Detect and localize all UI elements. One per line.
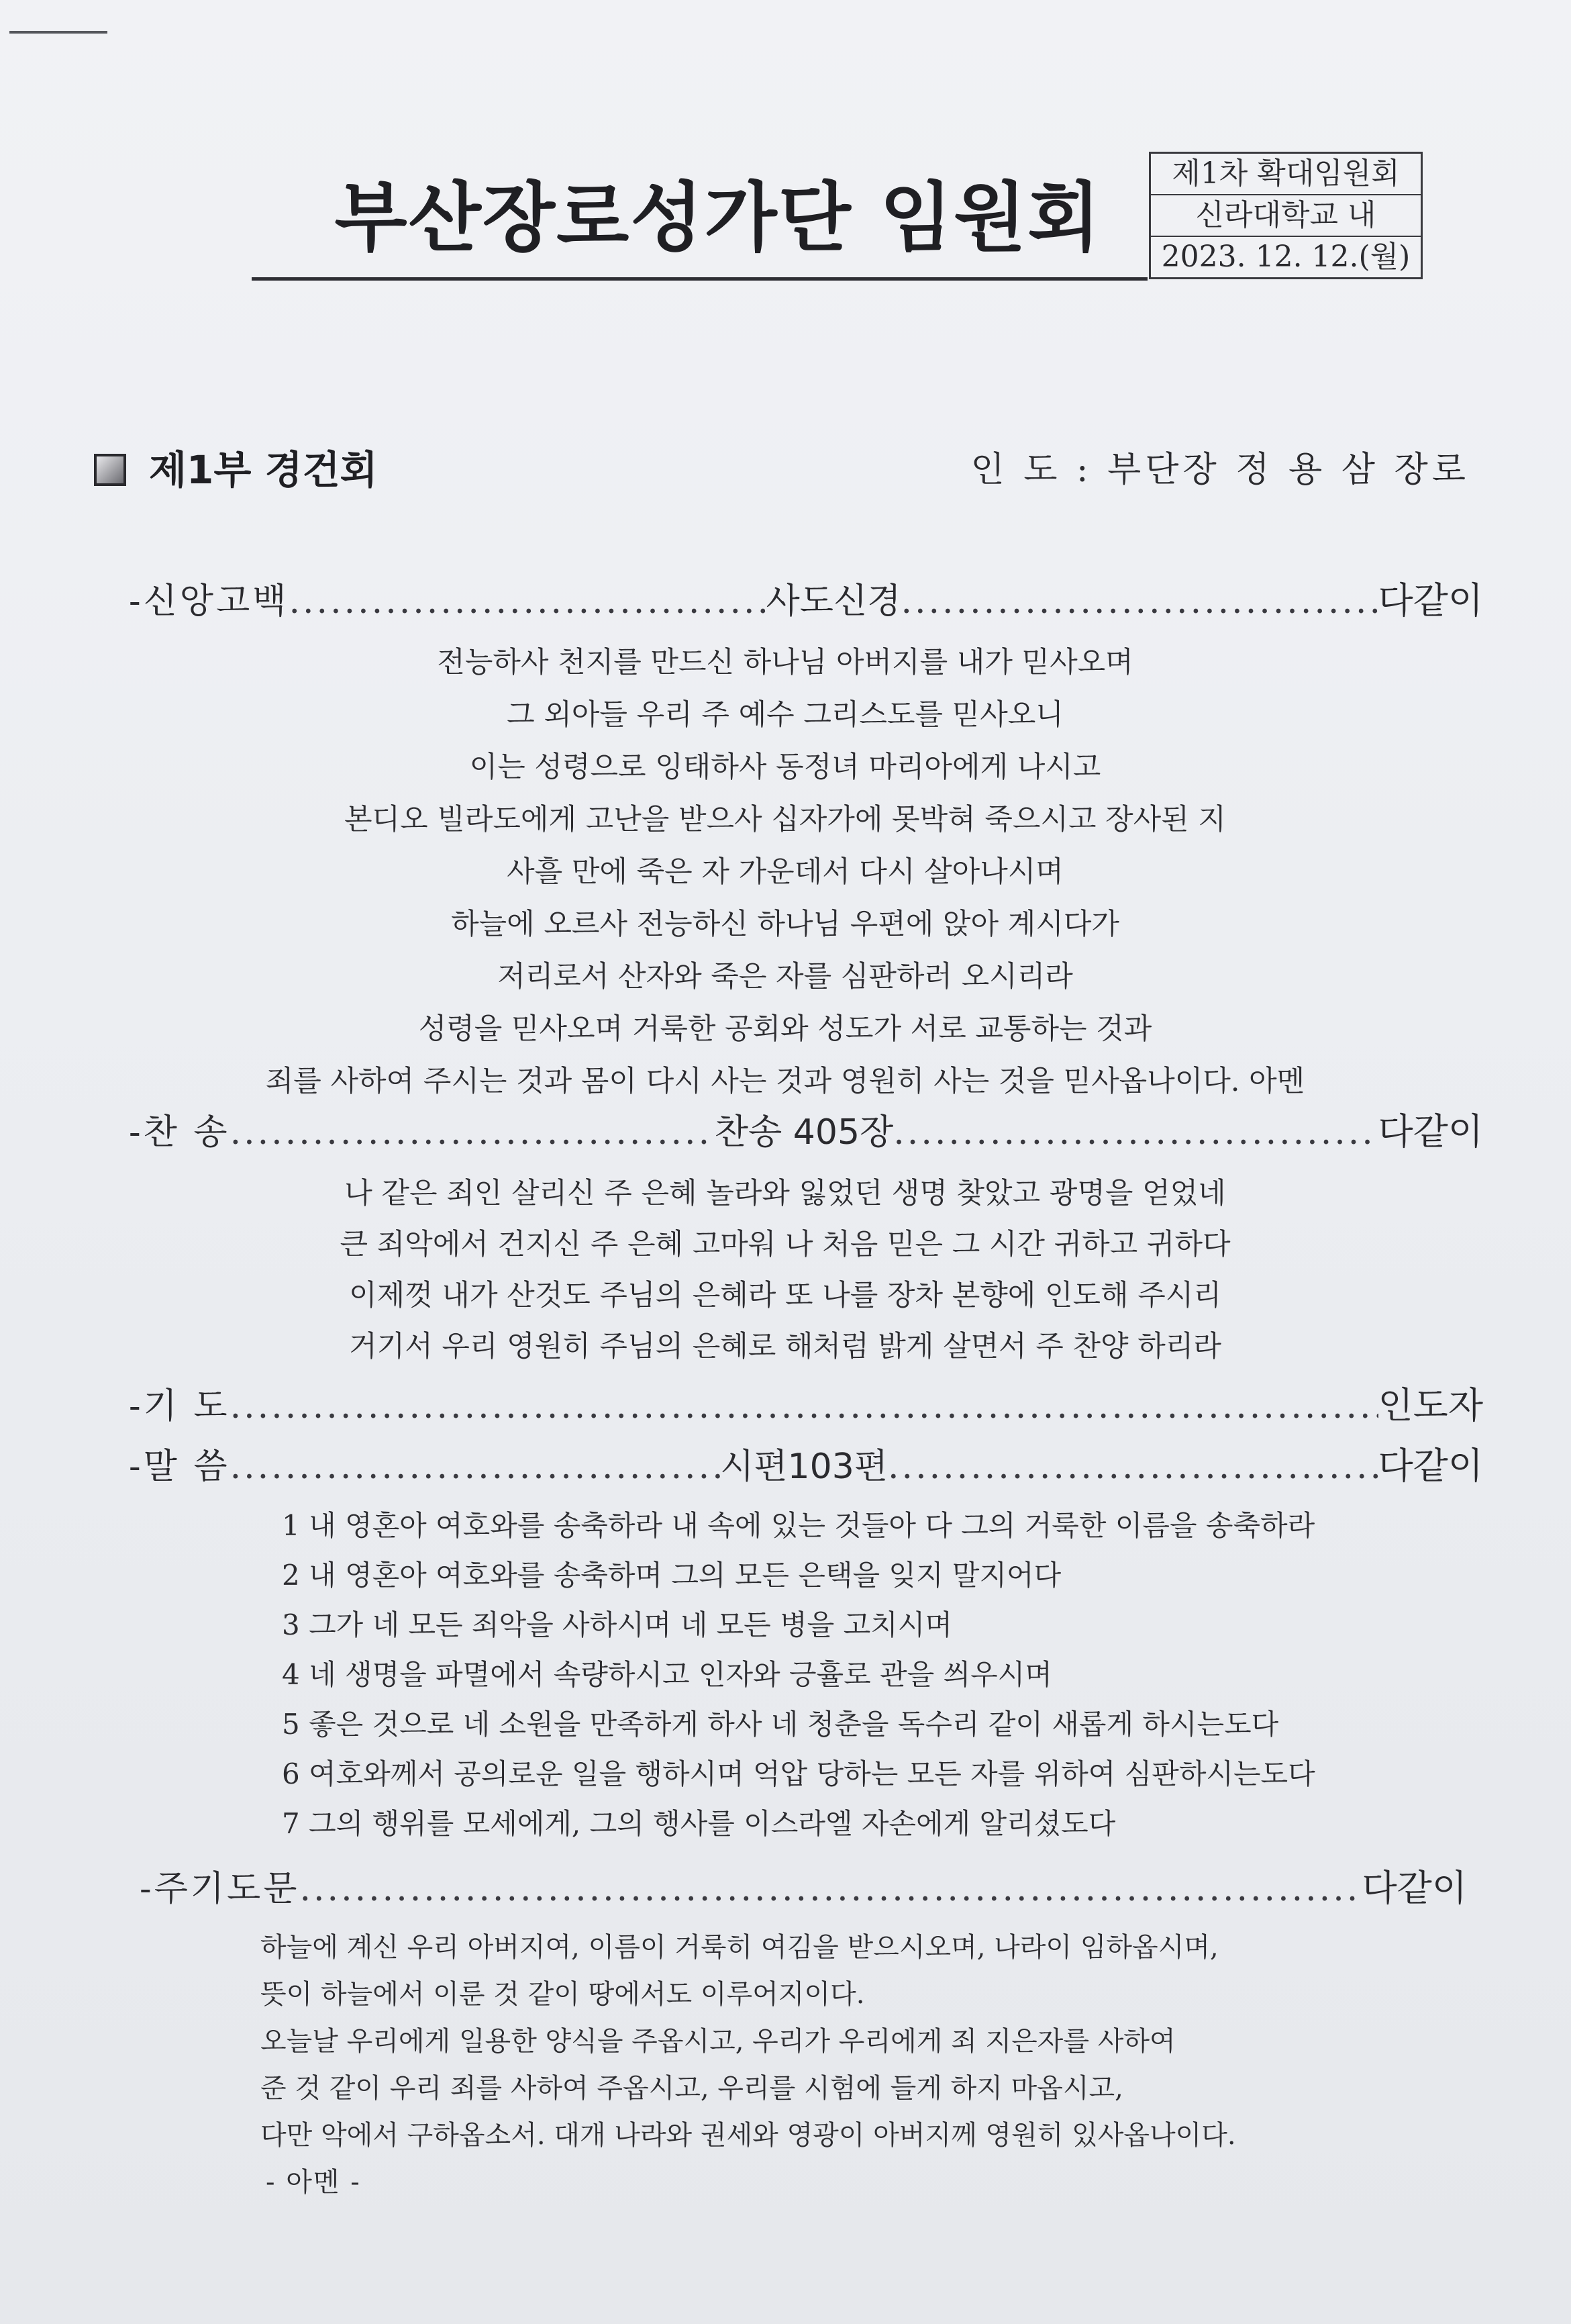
hymn-line: 나 같은 죄인 살리신 주 은혜 놀라와 잃었던 생명 찾았고 광명을 얻었네 (344, 1177, 1226, 1210)
prayer-line: 뜻이 하늘에서 이룬 것 같이 땅에서도 이루어지이다. (260, 1979, 865, 2010)
hymn-line: 거기서 우리 영원히 주님의 은혜로 해처럼 밝게 살면서 주 찬양 하리라 (349, 1330, 1221, 1363)
creed-line: 하늘에 오르사 전능하신 하나님 우편에 앉아 계시다가 (451, 908, 1119, 941)
dot-leader (901, 576, 1378, 627)
dot-leader (300, 1863, 1362, 1915)
program-row-prayer (129, 1380, 1483, 1431)
section-leader: 인 도 : 부단장 정 용 삼 장로 (970, 450, 1470, 490)
program-title: 찬송 405장 (714, 1112, 894, 1153)
amen-line: - 아멘 - (266, 2167, 361, 2198)
program-row-word (129, 1441, 1483, 1492)
creed-line: 죄를 사하여 주시는 것과 몸이 다시 사는 것과 영원히 사는 것을 믿사옵나이다. 아멘 (265, 1065, 1305, 1098)
program-label: -신앙고백 (129, 581, 289, 622)
dot-leader (230, 1381, 1378, 1432)
program-participant: 다같이 (1378, 1110, 1483, 1153)
creed-text (174, 636, 1396, 1108)
creed-line: 그 외아들 우리 주 예수 그리스도를 믿사오니 (507, 698, 1064, 732)
psalm-verses (282, 1501, 1476, 1849)
program-label: -주기도문 (140, 1869, 300, 1909)
section-title: 제1부 경건회 (149, 447, 378, 493)
program-participant: 다같이 (1362, 1867, 1467, 1909)
creed-line: 성령을 믿사오며 거룩한 공회와 성도가 서로 교통하는 것과 (418, 1012, 1152, 1046)
dot-leader (230, 1107, 715, 1158)
psalm-verse: 7 그의 행위를 모세에게, 그의 행사를 이스라엘 자손에게 알리셨도다 (282, 1807, 1116, 1840)
corner-mark (9, 31, 107, 34)
hymn-line: 이제껏 내가 산것도 주님의 은혜라 또 나를 장차 본향에 인도해 주시리 (349, 1279, 1221, 1312)
program-label: -기 도 (129, 1386, 230, 1426)
creed-line: 저리로서 산자와 죽은 자를 심판하러 오시리라 (497, 960, 1073, 994)
program-participant: 다같이 (1378, 579, 1483, 622)
psalm-verse: 6 여호와께서 공의로운 일을 행하시며 억압 당하는 모든 자를 위하여 심판하시는도다 (282, 1757, 1315, 1790)
prayer-line: 준 것 같이 우리 죄를 사하여 주옵시고, 우리를 시험에 들게 하지 마옵시고, (260, 2073, 1123, 2104)
creed-line: 이는 성령으로 잉태하사 동정녀 마리아에게 나시고 (469, 751, 1101, 784)
creed-line: 본디오 빌라도에게 고난을 받으사 십자가에 못박혀 죽으시고 장사된 지 (344, 803, 1226, 836)
program-row-hymn (129, 1106, 1483, 1157)
meeting-info-box (1149, 152, 1423, 279)
prayer-line: 하늘에 계신 우리 아버지여, 이름이 거룩히 여김을 받으시오며, 나라이 임하옵시며, (260, 1932, 1219, 1963)
prayer-line: 오늘날 우리에게 일용한 양식을 주옵시고, 우리가 우리에게 죄 지은자를 사하여 (260, 2026, 1176, 2057)
psalm-verse: 4 네 생명을 파멸에서 속량하시고 인자와 긍휼로 관을 씌우시며 (282, 1658, 1052, 1691)
psalm-verse: 1 내 영혼아 여호와를 송축하라 내 속에 있는 것들아 다 그의 거룩한 이름을 송축하라 (282, 1509, 1315, 1542)
hymn-lyrics (174, 1168, 1396, 1372)
program-label: -말 씀 (129, 1447, 230, 1487)
psalm-verse: 2 내 영혼아 여호와를 송축하며 그의 모든 은택을 잊지 말지어다 (282, 1559, 1062, 1592)
hymn-line: 큰 죄악에서 건지신 주 은혜 고마워 나 처음 믿은 그 시간 귀하고 귀하다 (340, 1228, 1231, 1261)
title-underline (252, 277, 1148, 281)
dot-leader (230, 1441, 720, 1492)
psalm-verse: 5 좋은 것으로 네 소원을 만족하게 하사 네 청춘을 독수리 같이 새롭게 하시는도다 (282, 1708, 1279, 1741)
section-header (94, 443, 1470, 497)
dot-leader (888, 1441, 1378, 1492)
program-title: 사도신경 (766, 581, 901, 622)
creed-line: 전능하사 천지를 만드신 하나님 아버지를 내가 믿사오며 (437, 646, 1133, 679)
program-label: -찬 송 (129, 1112, 230, 1153)
document-title: 부산장로성가단 임원회 (334, 175, 1102, 262)
square-bullet-icon (94, 454, 126, 486)
meeting-location: 신라대학교 내 (1151, 195, 1421, 237)
prayer-line: 다만 악에서 구하옵소서. 대개 나라와 권세와 영광이 아버지께 영원히 있사옵나이다. (260, 2120, 1236, 2151)
lords-prayer-text (260, 1924, 1468, 2206)
psalm-verse: 3 그가 네 모든 죄악을 사하시며 네 모든 병을 고치시며 (282, 1608, 952, 1641)
dot-leader (289, 576, 766, 627)
program-title: 시편103편 (720, 1447, 889, 1487)
meeting-name: 제1차 확대임원회 (1151, 154, 1421, 195)
dot-leader (893, 1107, 1378, 1158)
program-participant: 인도자 (1378, 1384, 1483, 1426)
program-participant: 다같이 (1378, 1445, 1483, 1487)
program-row-creed (129, 575, 1483, 626)
creed-line: 사흘 만에 죽은 자 가운데서 다시 살아나시며 (507, 855, 1064, 889)
meeting-date: 2023. 12. 12.(월) (1161, 240, 1411, 274)
program-row-lords-prayer (140, 1863, 1467, 1914)
